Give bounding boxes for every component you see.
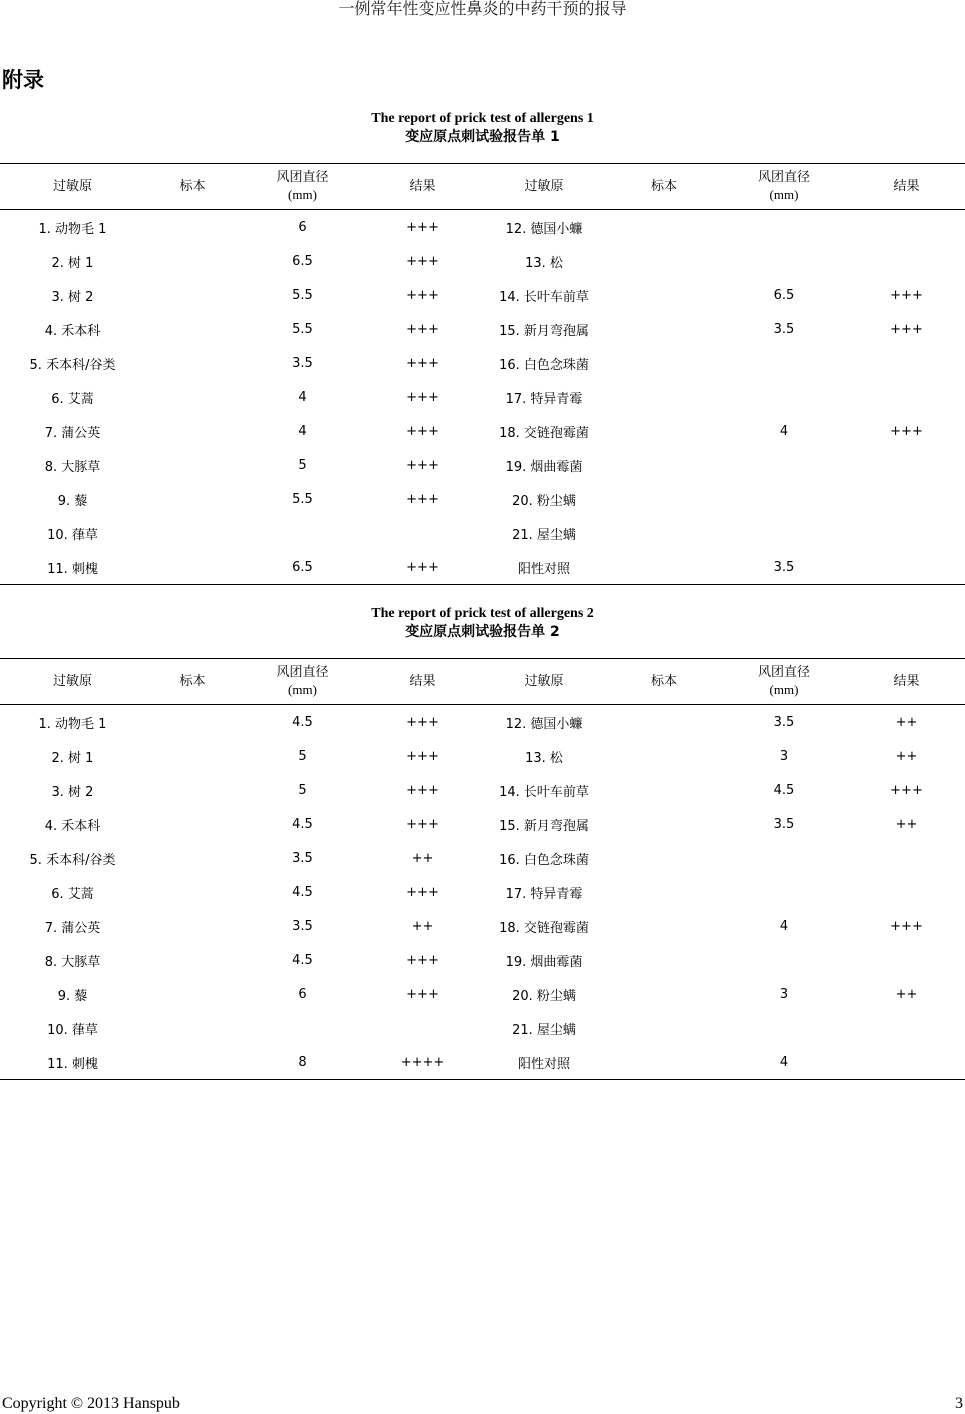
wheal-diameter-cell: 6.5 [773, 287, 795, 303]
wheal-diameter-cell: 4.5 [292, 884, 313, 900]
allergen-cell: 14. 长叶车前草 [499, 784, 589, 800]
allergen-cell: 14. 长叶车前草 [499, 289, 589, 305]
result-cell: +++ [406, 287, 439, 303]
wheal-diameter-cell: 3.5 [773, 321, 795, 337]
allergen-cell: 阳性对照 [480, 550, 608, 585]
wheal-diameter-cell [720, 210, 848, 245]
specimen-cell [145, 550, 240, 585]
result-cell: ++ [895, 816, 918, 832]
specimen-cell [608, 482, 720, 516]
table-row [0, 346, 965, 380]
specimen-cell [608, 210, 720, 245]
allergen-cell: 8. 大豚草 [44, 459, 101, 475]
report-2-caption-cn: 变应原点刺试验报告单 2 [405, 624, 560, 640]
wheal-diameter-cell: 4.5 [292, 816, 313, 832]
wheal-diameter-cell: 4.5 [292, 714, 313, 730]
table-row [0, 1011, 965, 1045]
result-cell [848, 841, 965, 875]
wheal-diameter-cell [720, 516, 848, 550]
allergen-cell: 5. 禾本科/谷类 [29, 852, 116, 868]
wheal-diameter-cell: 6 [298, 986, 307, 1002]
specimen-cell [145, 278, 240, 312]
allergen-cell: 2. 树 1 [51, 750, 94, 766]
allergen-cell: 2. 树 1 [51, 255, 94, 271]
wheal-diameter-cell: 8 [240, 1045, 365, 1080]
table-row [0, 977, 965, 1011]
allergen-cell: 12. 德国小蠊 [505, 221, 583, 237]
page-number: 3 [955, 1395, 963, 1412]
specimen-cell [145, 841, 240, 875]
wheal-diameter-cell: 4 [779, 423, 789, 439]
col-header-specimen: 标本 [145, 659, 240, 705]
specimen-cell [145, 807, 240, 841]
table-row [0, 448, 965, 482]
wheal-diameter-cell: 5 [298, 782, 307, 798]
wheal-diameter-cell: 5 [298, 457, 307, 473]
result-cell: ++ [895, 748, 918, 764]
col-header-specimen: 标本 [145, 164, 240, 210]
wheal-diameter-cell [720, 346, 848, 380]
allergen-cell: 15. 新月弯孢属 [499, 323, 589, 339]
allergen-cell: 18. 交链孢霉菌 [499, 920, 589, 936]
specimen-cell [145, 516, 240, 550]
section-title: 附录 [2, 68, 44, 92]
result-cell [848, 516, 965, 550]
table-row [0, 414, 965, 448]
allergen-cell: 5. 禾本科/谷类 [29, 357, 116, 373]
table-row [0, 943, 965, 977]
table-row [0, 516, 965, 550]
report-2-caption [0, 604, 965, 642]
specimen-cell [608, 841, 720, 875]
specimen-cell [608, 875, 720, 909]
col-header-allergen: 过敏原 [480, 164, 608, 210]
wheal-diameter-cell [720, 482, 848, 516]
specimen-cell [608, 414, 720, 448]
result-cell [848, 448, 965, 482]
wheal-diameter-cell: 3.5 [292, 355, 313, 371]
specimen-cell [608, 244, 720, 278]
wheal-diameter-cell: 4 [779, 918, 789, 934]
result-cell: +++ [890, 287, 923, 303]
table-row [0, 875, 965, 909]
specimen-cell [145, 909, 240, 943]
specimen-cell [608, 380, 720, 414]
result-cell: +++ [406, 321, 439, 337]
allergen-cell: 19. 烟曲霉菌 [505, 459, 583, 475]
wheal-diameter-cell: 3.5 [292, 850, 313, 866]
specimen-cell [145, 414, 240, 448]
running-header: 一例常年性变应性鼻炎的中药干预的报导 [338, 1, 627, 18]
result-cell: +++ [406, 457, 439, 473]
specimen-cell [608, 977, 720, 1011]
allergen-cell: 10. 葎草 [47, 1022, 98, 1038]
specimen-cell [608, 909, 720, 943]
specimen-cell [145, 380, 240, 414]
result-cell [848, 482, 965, 516]
specimen-cell [145, 346, 240, 380]
result-cell: +++ [890, 918, 923, 934]
specimen-cell [608, 1045, 720, 1080]
table-row [0, 1045, 965, 1080]
table-row [0, 312, 965, 346]
result-cell: +++ [406, 253, 439, 269]
wheal-diameter-cell: 4.5 [292, 952, 313, 968]
result-cell: +++ [406, 491, 439, 507]
allergen-cell: 8. 大豚草 [44, 954, 101, 970]
specimen-cell [608, 550, 720, 585]
wheal-diameter-cell: 3.5 [292, 918, 313, 934]
table-row [0, 807, 965, 841]
report-1-caption-en: The report of prick test of allergens 1 [371, 111, 594, 126]
col-header-result: 结果 [848, 659, 965, 705]
specimen-cell [608, 1011, 720, 1045]
table-row [0, 210, 965, 245]
col-header-wheal-diameter: 风团直径 (mm) [240, 164, 365, 210]
allergen-cell: 16. 白色念珠菌 [499, 852, 589, 868]
result-cell: +++ [890, 423, 923, 439]
wheal-diameter-cell: 6 [298, 219, 307, 235]
table-row [0, 739, 965, 773]
wheal-diameter-cell: 3.5 [773, 816, 795, 832]
result-cell: +++ [406, 782, 439, 798]
result-cell: ++ [895, 986, 918, 1002]
result-cell: +++ [406, 816, 439, 832]
table-header-row [0, 164, 965, 210]
allergen-cell: 6. 艾蒿 [51, 886, 94, 902]
wheal-diameter-cell: 3.5 [773, 714, 795, 730]
specimen-cell [145, 448, 240, 482]
wheal-diameter-cell [240, 516, 365, 550]
result-cell: +++ [406, 884, 439, 900]
allergen-cell: 7. 蒲公英 [44, 425, 101, 441]
wheal-diameter-cell: 6.5 [292, 253, 313, 269]
wheal-diameter-cell [720, 448, 848, 482]
table-row [0, 550, 965, 585]
result-cell: ++++ [365, 1045, 480, 1080]
table-row [0, 482, 965, 516]
allergen-cell: 21. 屋尘螨 [512, 527, 576, 543]
col-header-specimen: 标本 [608, 164, 720, 210]
allergen-cell: 9. 藜 [57, 493, 88, 509]
col-header-wheal-diameter: 风团直径 (mm) [240, 659, 365, 705]
report-2 [0, 604, 965, 1080]
wheal-diameter-cell: 5.5 [292, 321, 313, 337]
specimen-cell [608, 807, 720, 841]
wheal-diameter-cell [720, 841, 848, 875]
col-header-result: 结果 [848, 164, 965, 210]
result-cell: ++ [895, 714, 918, 730]
table-row [0, 705, 965, 740]
specimen-cell [145, 875, 240, 909]
report-2-caption-en: The report of prick test of allergens 2 [371, 606, 594, 621]
table-row [0, 244, 965, 278]
wheal-diameter-cell: 5 [298, 748, 307, 764]
col-header-specimen: 标本 [608, 659, 720, 705]
specimen-cell [608, 739, 720, 773]
wheal-diameter-cell: 4.5 [773, 782, 795, 798]
copyright: Copyright © 2013 Hanspub [2, 1395, 180, 1412]
col-header-allergen: 过敏原 [0, 659, 145, 705]
result-cell [848, 244, 965, 278]
table-row [0, 278, 965, 312]
allergen-cell: 11. 刺槐 [0, 1045, 145, 1080]
allergen-cell: 13. 松 [525, 750, 563, 766]
wheal-diameter-cell: 4 [298, 423, 307, 439]
result-cell: ++ [411, 918, 434, 934]
allergen-cell: 7. 蒲公英 [44, 920, 101, 936]
wheal-diameter-cell [720, 380, 848, 414]
report-1 [0, 109, 965, 585]
result-cell: +++ [365, 550, 480, 585]
specimen-cell [145, 1045, 240, 1080]
result-cell: +++ [406, 986, 439, 1002]
table-row [0, 841, 965, 875]
wheal-diameter-cell [720, 244, 848, 278]
col-header-result: 结果 [365, 659, 480, 705]
wheal-diameter-cell: 3.5 [720, 550, 848, 585]
wheal-diameter-cell [720, 1011, 848, 1045]
allergen-cell: 17. 特异青霉 [505, 391, 583, 407]
table-row [0, 773, 965, 807]
allergen-cell: 9. 藜 [57, 988, 88, 1004]
wheal-diameter-cell: 4 [720, 1045, 848, 1080]
result-cell [365, 1011, 480, 1045]
wheal-diameter-cell [240, 1011, 365, 1045]
specimen-cell [608, 943, 720, 977]
wheal-diameter-cell: 3 [779, 986, 789, 1002]
wheal-diameter-cell: 5.5 [292, 287, 313, 303]
specimen-cell [145, 312, 240, 346]
table-header-row [0, 659, 965, 705]
result-cell: +++ [406, 748, 439, 764]
specimen-cell [145, 773, 240, 807]
specimen-cell [145, 482, 240, 516]
specimen-cell [608, 346, 720, 380]
allergen-cell: 10. 葎草 [47, 527, 98, 543]
specimen-cell [145, 705, 240, 740]
table-row [0, 380, 965, 414]
allergen-cell: 1. 动物毛 1 [38, 716, 107, 732]
wheal-diameter-cell: 3 [779, 748, 789, 764]
wheal-diameter-cell [720, 875, 848, 909]
col-header-wheal-diameter: 风团直径 (mm) [720, 659, 848, 705]
specimen-cell [145, 943, 240, 977]
specimen-cell [608, 448, 720, 482]
result-cell: +++ [406, 219, 439, 235]
wheal-diameter-cell: 6.5 [240, 550, 365, 585]
result-cell: +++ [406, 423, 439, 439]
result-cell [365, 516, 480, 550]
result-cell [848, 1045, 965, 1080]
specimen-cell [145, 739, 240, 773]
result-cell: +++ [406, 389, 439, 405]
specimen-cell [145, 1011, 240, 1045]
allergen-cell: 20. 粉尘螨 [512, 988, 576, 1004]
result-cell: +++ [406, 355, 439, 371]
result-cell: +++ [406, 714, 439, 730]
allergen-cell: 3. 树 2 [51, 784, 94, 800]
wheal-diameter-cell: 4 [298, 389, 307, 405]
report-2-table [0, 658, 965, 1080]
col-header-wheal-diameter: 风团直径 (mm) [720, 164, 848, 210]
allergen-cell: 17. 特异青霉 [505, 886, 583, 902]
allergen-cell: 4. 禾本科 [44, 323, 101, 339]
allergen-cell: 16. 白色念珠菌 [499, 357, 589, 373]
allergen-cell: 19. 烟曲霉菌 [505, 954, 583, 970]
allergen-cell: 阳性对照 [480, 1045, 608, 1080]
allergen-cell: 21. 屋尘螨 [512, 1022, 576, 1038]
col-header-allergen: 过敏原 [0, 164, 145, 210]
specimen-cell [608, 516, 720, 550]
result-cell: ++ [411, 850, 434, 866]
result-cell: +++ [890, 321, 923, 337]
specimen-cell [608, 312, 720, 346]
specimen-cell [145, 244, 240, 278]
allergen-cell: 4. 禾本科 [44, 818, 101, 834]
result-cell [848, 210, 965, 245]
report-1-caption [0, 109, 965, 147]
result-cell [848, 943, 965, 977]
specimen-cell [145, 977, 240, 1011]
allergen-cell: 1. 动物毛 1 [38, 221, 107, 237]
allergen-cell: 11. 刺槐 [0, 550, 145, 585]
report-1-table [0, 163, 965, 585]
result-cell [848, 380, 965, 414]
result-cell [848, 346, 965, 380]
specimen-cell [608, 773, 720, 807]
allergen-cell: 3. 树 2 [51, 289, 94, 305]
col-header-allergen: 过敏原 [480, 659, 608, 705]
page-footer [0, 1394, 965, 1414]
allergen-cell: 12. 德国小蠊 [505, 716, 583, 732]
allergen-cell: 6. 艾蒿 [51, 391, 94, 407]
result-cell [848, 875, 965, 909]
result-cell [848, 550, 965, 585]
specimen-cell [608, 705, 720, 740]
allergen-cell: 20. 粉尘螨 [512, 493, 576, 509]
wheal-diameter-cell: 5.5 [292, 491, 313, 507]
allergen-cell: 13. 松 [525, 255, 563, 271]
specimen-cell [608, 278, 720, 312]
report-1-caption-cn: 变应原点刺试验报告单 1 [405, 129, 560, 145]
specimen-cell [145, 210, 240, 245]
wheal-diameter-cell [720, 943, 848, 977]
result-cell: +++ [890, 782, 923, 798]
result-cell: +++ [406, 952, 439, 968]
table-row [0, 909, 965, 943]
allergen-cell: 15. 新月弯孢属 [499, 818, 589, 834]
col-header-result: 结果 [365, 164, 480, 210]
result-cell [848, 1011, 965, 1045]
allergen-cell: 18. 交链孢霉菌 [499, 425, 589, 441]
